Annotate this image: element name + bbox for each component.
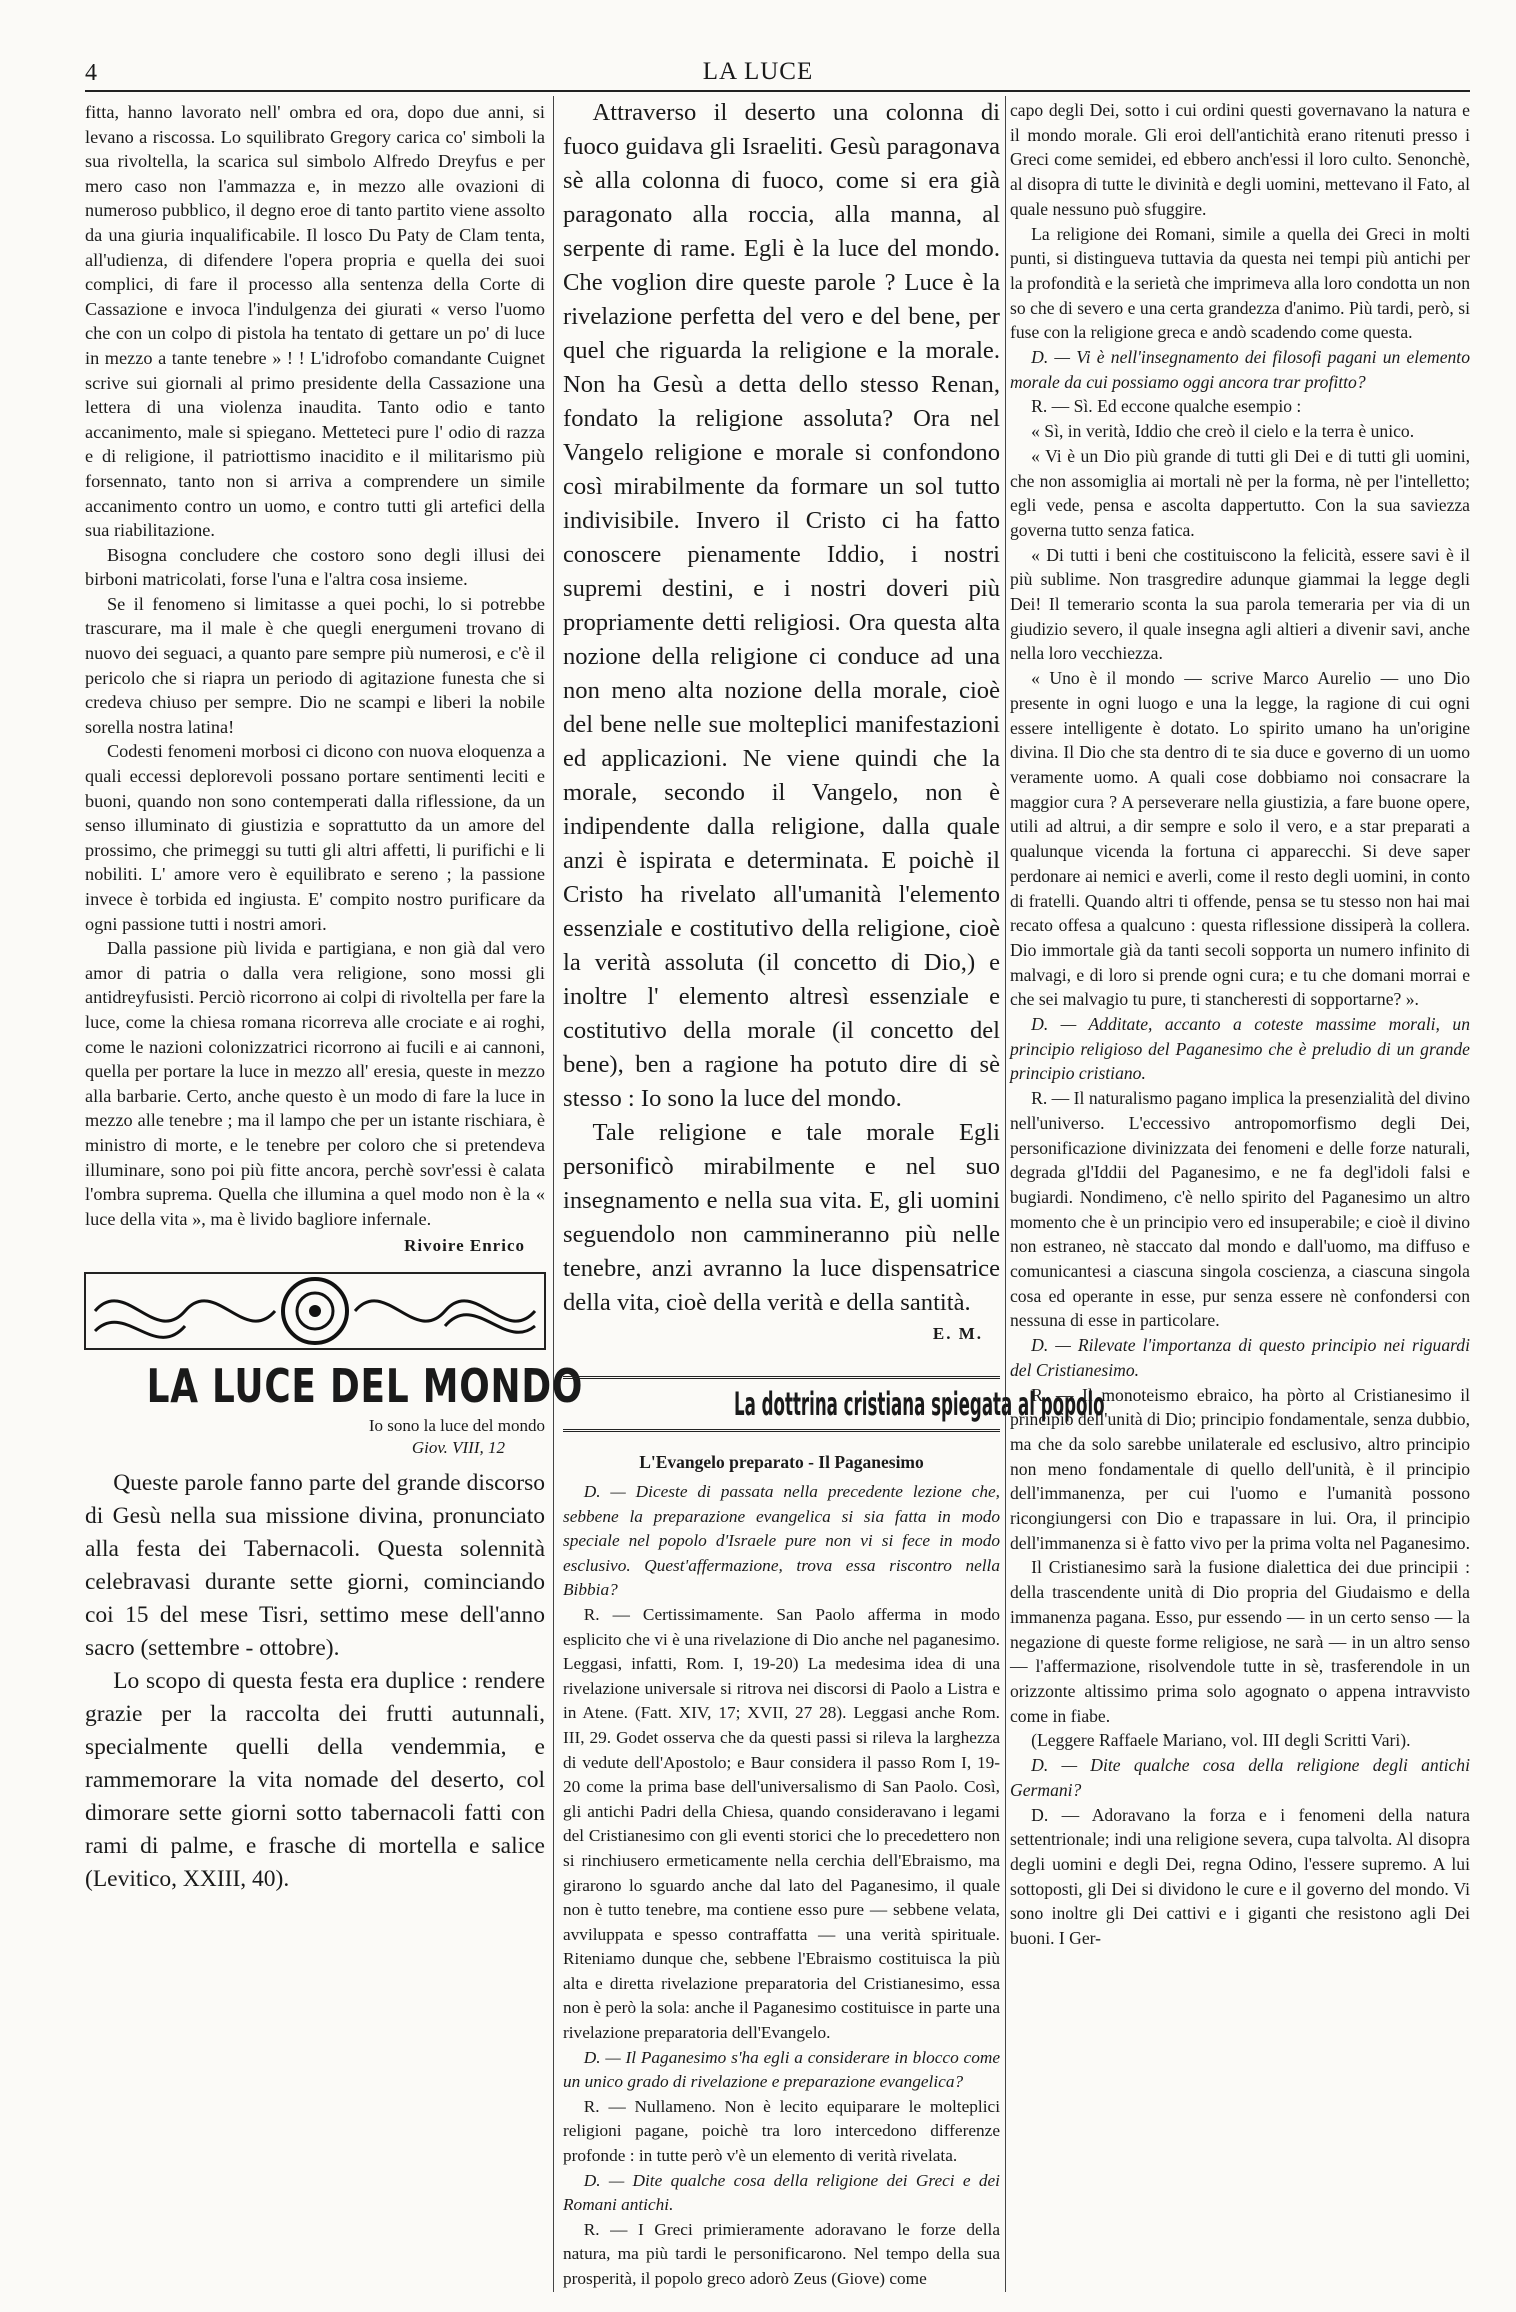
question-paragraph: D. — Il Paganesimo s'ha egli a considerare in blocco come un unico grado di rivelazione e preparazione evangelica? [563, 2047, 1000, 2092]
paragraph: fitta, hanno lavorato nell' ombra ed ora, dopo due anni, si levano a riscossa. Lo squilibrato Gregory carica co' simboli la sua rivoltella, la scarica sul simbolo Alfredo Dreyfus e per mero caso non l'ammazza e, in mezzo alle ovazioni di numeroso pubblico, il degno eroe di tanto partito viene assolto da una giuria inqualificabile. Il losco Du Paty de Clam tenta, all'udienza, di difendere l'opera propria e quella dei suoi complici, di fare il processo alla sentenza della Corte di Cassazione e invoca l'indulgenza dei giurati « verso l'uomo che con un colpo di pistola ha tentato di gettare un po' di luce in mezzo a tante tenebre » ! ! L'idrofobo comandante Cuignet scrive sui giornali al primo presidente della Cassazione una lettera di una violenza inaudita. Tanto odio e tanto accanimento, male si spiegano. Metteteci pure l' odio di razza e di religione, il patriottismo inacidito e il militarismo più forsennato, tanto non si arriva a comprendere un simile accanimento contro un uomo, e contro tutti gli artefici della sua riabilitazione. [85, 102, 545, 541]
right-column [1010, 98, 1470, 1951]
paragraph: R. — Sì. Ed eccone qualche esempio : [1031, 396, 1302, 417]
author-signature: E. M. [932, 1324, 983, 1343]
paragraph: capo degli Dei, sotto i cui ordini questi governavano la natura e il mondo morale. Gli eroi dell'antichità erano ritenuti presso i Greci come semidei, ed ebbero anch'essi il loro culto. Senonchè, al disopra di tutte le divinità e degli uomini, mettevano il Fato, al quale nessuno può sfuggire. [1010, 100, 1470, 219]
epigraph-citation: Giov. VIII, 12 [411, 1438, 505, 1458]
paragraph: Il Cristianesimo sarà la fusione dialettica dei due principii : della trascendente unità di Dio propria del Giudaismo e della immanenza pagana. Esso, pur essendo — in un certo senso — la negazione di queste forme religiose, ne sarà — in un altro senso — l'affermazione, risolvendole tutte in sè, trasferendole in un orizzonte altissimo prima solo agognato o appena intravvisto come in fiabe. [1010, 1557, 1470, 1726]
epigraph-text: Io sono la luce del mondo [368, 1416, 545, 1436]
question-paragraph: D. — Dite qualche cosa della religione dei Greci e dei Romani antichi. [563, 2170, 1000, 2215]
epigraph [85, 1415, 545, 1459]
middle-column-stack [563, 96, 1105, 2292]
question-paragraph: D. — Diceste di passata nella precedente lezione che, sebbene la preparazione evangelica si sia fatta in modo speciale nel popolo d'Israele pure non vi si fece in modo esclusivo. Quest'affermazione, trova essa riscontro nella Bibbia? [563, 1482, 1000, 1600]
page-number: 4 [85, 60, 97, 86]
paragraph: (Leggere Raffaele Mariano, vol. III degli Scritti Vari). [1031, 1730, 1411, 1751]
section-subtitle: L'Evangelo preparato - Il Paganesimo [639, 1452, 924, 1472]
paragraph: Se il fenomeno si limitasse a quei pochi, lo si potrebbe trascurare, ma il male è che quegli energumeni trovano di nuovo dei seguaci, a quanto pare sempre più numerosi, e c'è il pericolo che si riapra un periodo di agitazione funesta che si credeva chiuso per sempre. Dio ne scampi e liberi la nobile sorella nostra latina! [85, 593, 545, 737]
paragraph: D. — Adoravano la forza e i fenomeni della natura settentrionale; indi una religione severa, cupa talvolta. Al disopra degli uomini e degli Dei, regna Odino, l'essere supremo. A lui sottoposti, gli Dei si dividono le cure e il governo del mondo. Vi sono inoltre gli Dei cattivi e i giganti che resistono agli Dei buoni. I Ger- [1010, 1804, 1470, 1949]
paragraph: « Sì, in verità, Iddio che creò il cielo e la terra è unico. [1031, 421, 1415, 442]
paragraph: Dalla passione più livida e partigiana, e non già dal vero amor di patria o dalla vera religione, sono mossi gli antidreyfusisti. Perciò ricorrono ai colpi di rivoltella per fare la luce, come la chiesa romana ricorreva alle crociate e ai roghi, come le nazioni colonizzatrici ricorrono ai fucili e ai cannoni, quella per portare la luce in mezzo all' eresia, queste in mezzo alla barbarie. Certo, anche questo è un modo di fare la luce in mezzo alle tenebre ; ma il lampo che per un istante rischiara, è ministro di morte, e le tenebre per coloro che si pretendeva illuminare, sono poi più fitte ancora, perchè sovr'essi è calata l'ombra suprema. Quella che illumina a quel modo non è la « luce della vita », ma è livido bagliore infernale. [85, 938, 545, 1229]
author-signature: Rivoire Enrico [404, 1236, 525, 1256]
left-column [85, 100, 545, 1231]
header-rule [85, 90, 1470, 92]
question-paragraph: D. — Vi è nell'insegnamento dei filosofi pagani un elemento morale da cui possiamo oggi ancora trar profitto? [1010, 347, 1470, 392]
column-divider [1005, 96, 1006, 2292]
paragraph: R. — Il naturalismo pagano implica la presenzialità del divino nell'universo. L'eccessivo antropomorfismo degli Dei, personificazione divinizzata dei fenomeni e delle forze naturali, degrada gl'Iddii del Paganesimo, e ne fa degl'idoli falsi e bugiardi. Nondimeno, c'è nello spirito del Paganesimo un altro momento che è un principio vero ed insuperabile; e cioè il divino non estraneo, nè staccato dal mondo e dall'uomo, ma diffuso e comunicantesi a ciascuna singola coscienza, a ciascuna singola cosa ed operante in esse, pur senza essere nè confondersi con nessuna di esse in particolare. [1010, 1088, 1470, 1331]
paragraph: R. — Certissimamente. San Paolo afferma in modo esplicito che vi è una rivelazione di Dio anche nel paganesimo. Leggasi, infatti, Rom. I, 19-20) La medesima idea di una rivelazione universale si ritrova nei discorsi di Paolo a Listra e in Atene. (Fatt. XIV, 17; XVII, 27 28). Leggasi anche Rom. III, 29. Godet osserva che da questi passi si rileva la larghezza di vedute dell'Apostolo; e Baur considera il passo Rom I, 19-20 come la prima base dell'universalismo di San Paolo. Così, gli antichi Padri della Chiesa, quando consideravano i legami del Cristianesimo con gli eventi storici che lo precedettero non si rinchiusero ermeticamente nella cerchia dell'Ebraismo, ma girarono lo sguardo anche dal lato del Paganesimo, il quale non è tutto tenebre, ma contiene esso pure — sebbene velata, avviluppata e spesso contraffatta — una verità spirituale. Riteniamo dunque che, sebbene l'Ebraismo costituisca la più alta e diretta rivelazione preparatoria del Cristianesimo, essa non è però la sola: anche il Paganesimo costituisce in parte una rivelazione preparatoria dell'Evangelo. [563, 1604, 1000, 2043]
section-heading: La dottrina cristiana spiegata al popolo [734, 1385, 1105, 1423]
article-title: LA LUCE DEL MONDO [146, 1359, 584, 1414]
left-column-stack [85, 100, 584, 1896]
paragraph: Tale religione e tale morale Egli personificò mirabilmente e nel suo insegnamento e nella sua vita. E, gli uomini seguendolo non cammineranno più nelle tenebre, anzi avranno la luce dispensatrice della vita, cioè della verità e della santità. [563, 1119, 1000, 1316]
column-divider [553, 96, 554, 2292]
doctrine-qa [563, 1480, 1000, 2292]
question-paragraph: D. — Rilevate l'importanza di questo principio nei riguardi del Cristianesimo. [1010, 1335, 1470, 1380]
paragraph: Bisogna concludere che costoro sono degli illusi dei birboni matricolati, forse l'una e l'altra cosa insieme. [85, 544, 545, 590]
paragraph: Attraverso il deserto una colonna di fuoco guidava gli Israeliti. Gesù paragonava sè alla colonna di fuoco, come si era già paragonato alla roccia, alla manna, al serpente di rame. Egli è la luce del mondo. Che voglion dire queste parole ? Luce è la rivelazione perfetta del vero e del bene, per quel che riguarda la religione e la morale. Non ha Gesù a detta dello stesso Renan, fondato la religione assoluta? Ora nel Vangelo religione e morale si confondono così mirabilmente da formare un sol tutto indivisibile. Invero il Cristo ci ha fatto conoscere pienamente Iddio, i nostri supremi destini, e i nostri doveri più propriamente detti religiosi. Ora questa alta nozione della religione ci conduce ad una non meno alta nozione della morale, cioè del bene nelle sue molteplici manifestazioni ed applicazioni. Ne viene quindi che la morale, secondo il Vangelo, non è indipendente dalla religione, dalla quale anzi è ispirata e determinata. E poichè il Cristo ha rivelato all'umanità l'elemento essenziale e costitutivo della religione, cioè la verità assoluta (il concetto di Dio,) e inoltre l' elemento altresì essenziale e costitutivo della morale (il concetto del bene), ben a ragione ha potuto dire di sè stesso : Io sono la luce del mondo. [563, 99, 1000, 1112]
middle-column [563, 96, 1000, 1320]
decorative-ornament-band [85, 1271, 545, 1351]
question-paragraph: D. — Dite qualche cosa della religione degli antichi Germani? [1010, 1755, 1470, 1800]
paragraph: R. — Nullameno. Non è lecito equiparare le molteplici religioni pagane, poichè tra loro intercedono differenze profonde : in tutte però v'è un elemento di verità rivelata. [563, 2096, 1000, 2166]
paragraph: « Di tutti i beni che costituiscono la felicità, essere savi è il più sublime. Non trasgredire adunque giammai la legge degli Dei! Il temerario sconta la sua parola temeraria per via di un giudizio severo, il quale insegna agli altieri a divenir savi, anche nella loro vecchiezza. [1010, 544, 1470, 664]
paragraph: « Uno è il mondo — scrive Marco Aurelio — uno Dio presente in ogni luogo e una la legge, la ragione di cui ogni essere intelligente è dotato. Lo spirito umano ha un'origine divina. Il Dio che sta dentro di te sia duce e governo di un uomo veramente uomo. A quali cose dobbiamo noi consacrare la maggior cura ? A perseverare nella giustizia, a fare buone opere, utili ad altrui, a dir sempre e solo il vero, e a star preparati a qualunque vicenda la fortuna ci apparecchi. Si deve saper perdonare ai nemici e averli, come il resto degli uomini, in conto di fratelli. Quando altri ti offende, pensa se tu stesso non hai mai recato offesa a qualcuno : questa riflessione dissiperà la collera. Dio immortale già da tanti secoli sopporta un numero infinito di malvagi, e di loro si prende ogni cura; e tu che domani morrai e che sei malvagio tu pure, ti stancheresti di sopportarne? ». [1010, 668, 1470, 1010]
paragraph: R. — I Greci primieramente adoravano le forze della natura, ma più tardi le personificarono. Nel tempo della sua prosperità, il popolo greco adorò Zeus (Giove) come [563, 2219, 1000, 2288]
paragraph: La religione dei Romani, simile a quella dei Greci in molti punti, si distingueva tuttavia da questa nei tempi più antichi per la profondità e la serietà che imprimeva alla loro condotta un non so che di severo e una certa grandezza d'animo. Più tardi, però, si fuse con la religione greca e andò scadendo come questa. [1010, 223, 1470, 343]
question-paragraph: D. — Additate, accanto a coteste massime morali, un principio religioso del Paganesimo che è preludio di un grande principio cristiano. [1010, 1014, 1470, 1084]
article-body [85, 1467, 545, 1896]
newspaper-title: LA LUCE [702, 58, 814, 85]
paragraph: « Vi è un Dio più grande di tutti gli Dei e di tutti gli uomini, che non assomiglia ai mortali nè per la forma, nè per l'intelletto; egli vede, pensa e ascolta dappertutto. Con la sua saviezza governa tutto senza fatica. [1010, 445, 1470, 540]
paragraph: R. — Il monoteismo ebraico, ha pòrto al Cristianesimo il principio dell'unità di Dio; principio fondamentale, senza dubbio, ma che da solo sarebbe unilaterale ed esclusivo, altro principio non meno fondamentale di quello dell'unità, è il principio dell'immanenza, per cui l'uomo e l'umanità possono ricongiungersi con Dio e trapassare in lui. Ora, il principio dell'immanenza si è fatto vivo per la prima volta nel Paganesimo. [1010, 1384, 1471, 1553]
section-heading-box [563, 1376, 1105, 1432]
paragraph: Lo scopo di questa festa era duplice : rendere grazie per la raccolta dei frutti autunnali, specialmente quelli della vendemmia, e rammemorare la vita nomade del deserto, col dimorare sette giorni sotto tabernacoli fatti con rami di palme, e frasche di mortella e salice (Levitico, XXIII, 40). [85, 1668, 545, 1893]
paragraph: Queste parole fanno parte del grande discorso di Gesù nella sua missione divina, pronunciato alla festa dei Tabernacoli. Questa solennità celebravasi durante sette giorni, cominciando coi 15 del mese Tisri, settimo mese dell'anno sacro (settembre - ottobre). [85, 1470, 545, 1662]
paragraph: Codesti fenomeni morbosi ci dicono con nuova eloquenza a quali eccessi deplorevoli possano portare sentimenti leciti e buoni, quando non sono contemperati dalla riflessione, da un senso illuminato di giustizia e soprattutto da un amore del prossimo, che primeggi su tutti gli altri affetti, li purifichi e li nobiliti. L' amore vero è equilibrato e sereno ; la passione invece è torbida ed ingiusta. E' compito nostro purificare da ogni passione tutti i nostri amori. [85, 741, 545, 934]
article-title-box [85, 1357, 584, 1415]
